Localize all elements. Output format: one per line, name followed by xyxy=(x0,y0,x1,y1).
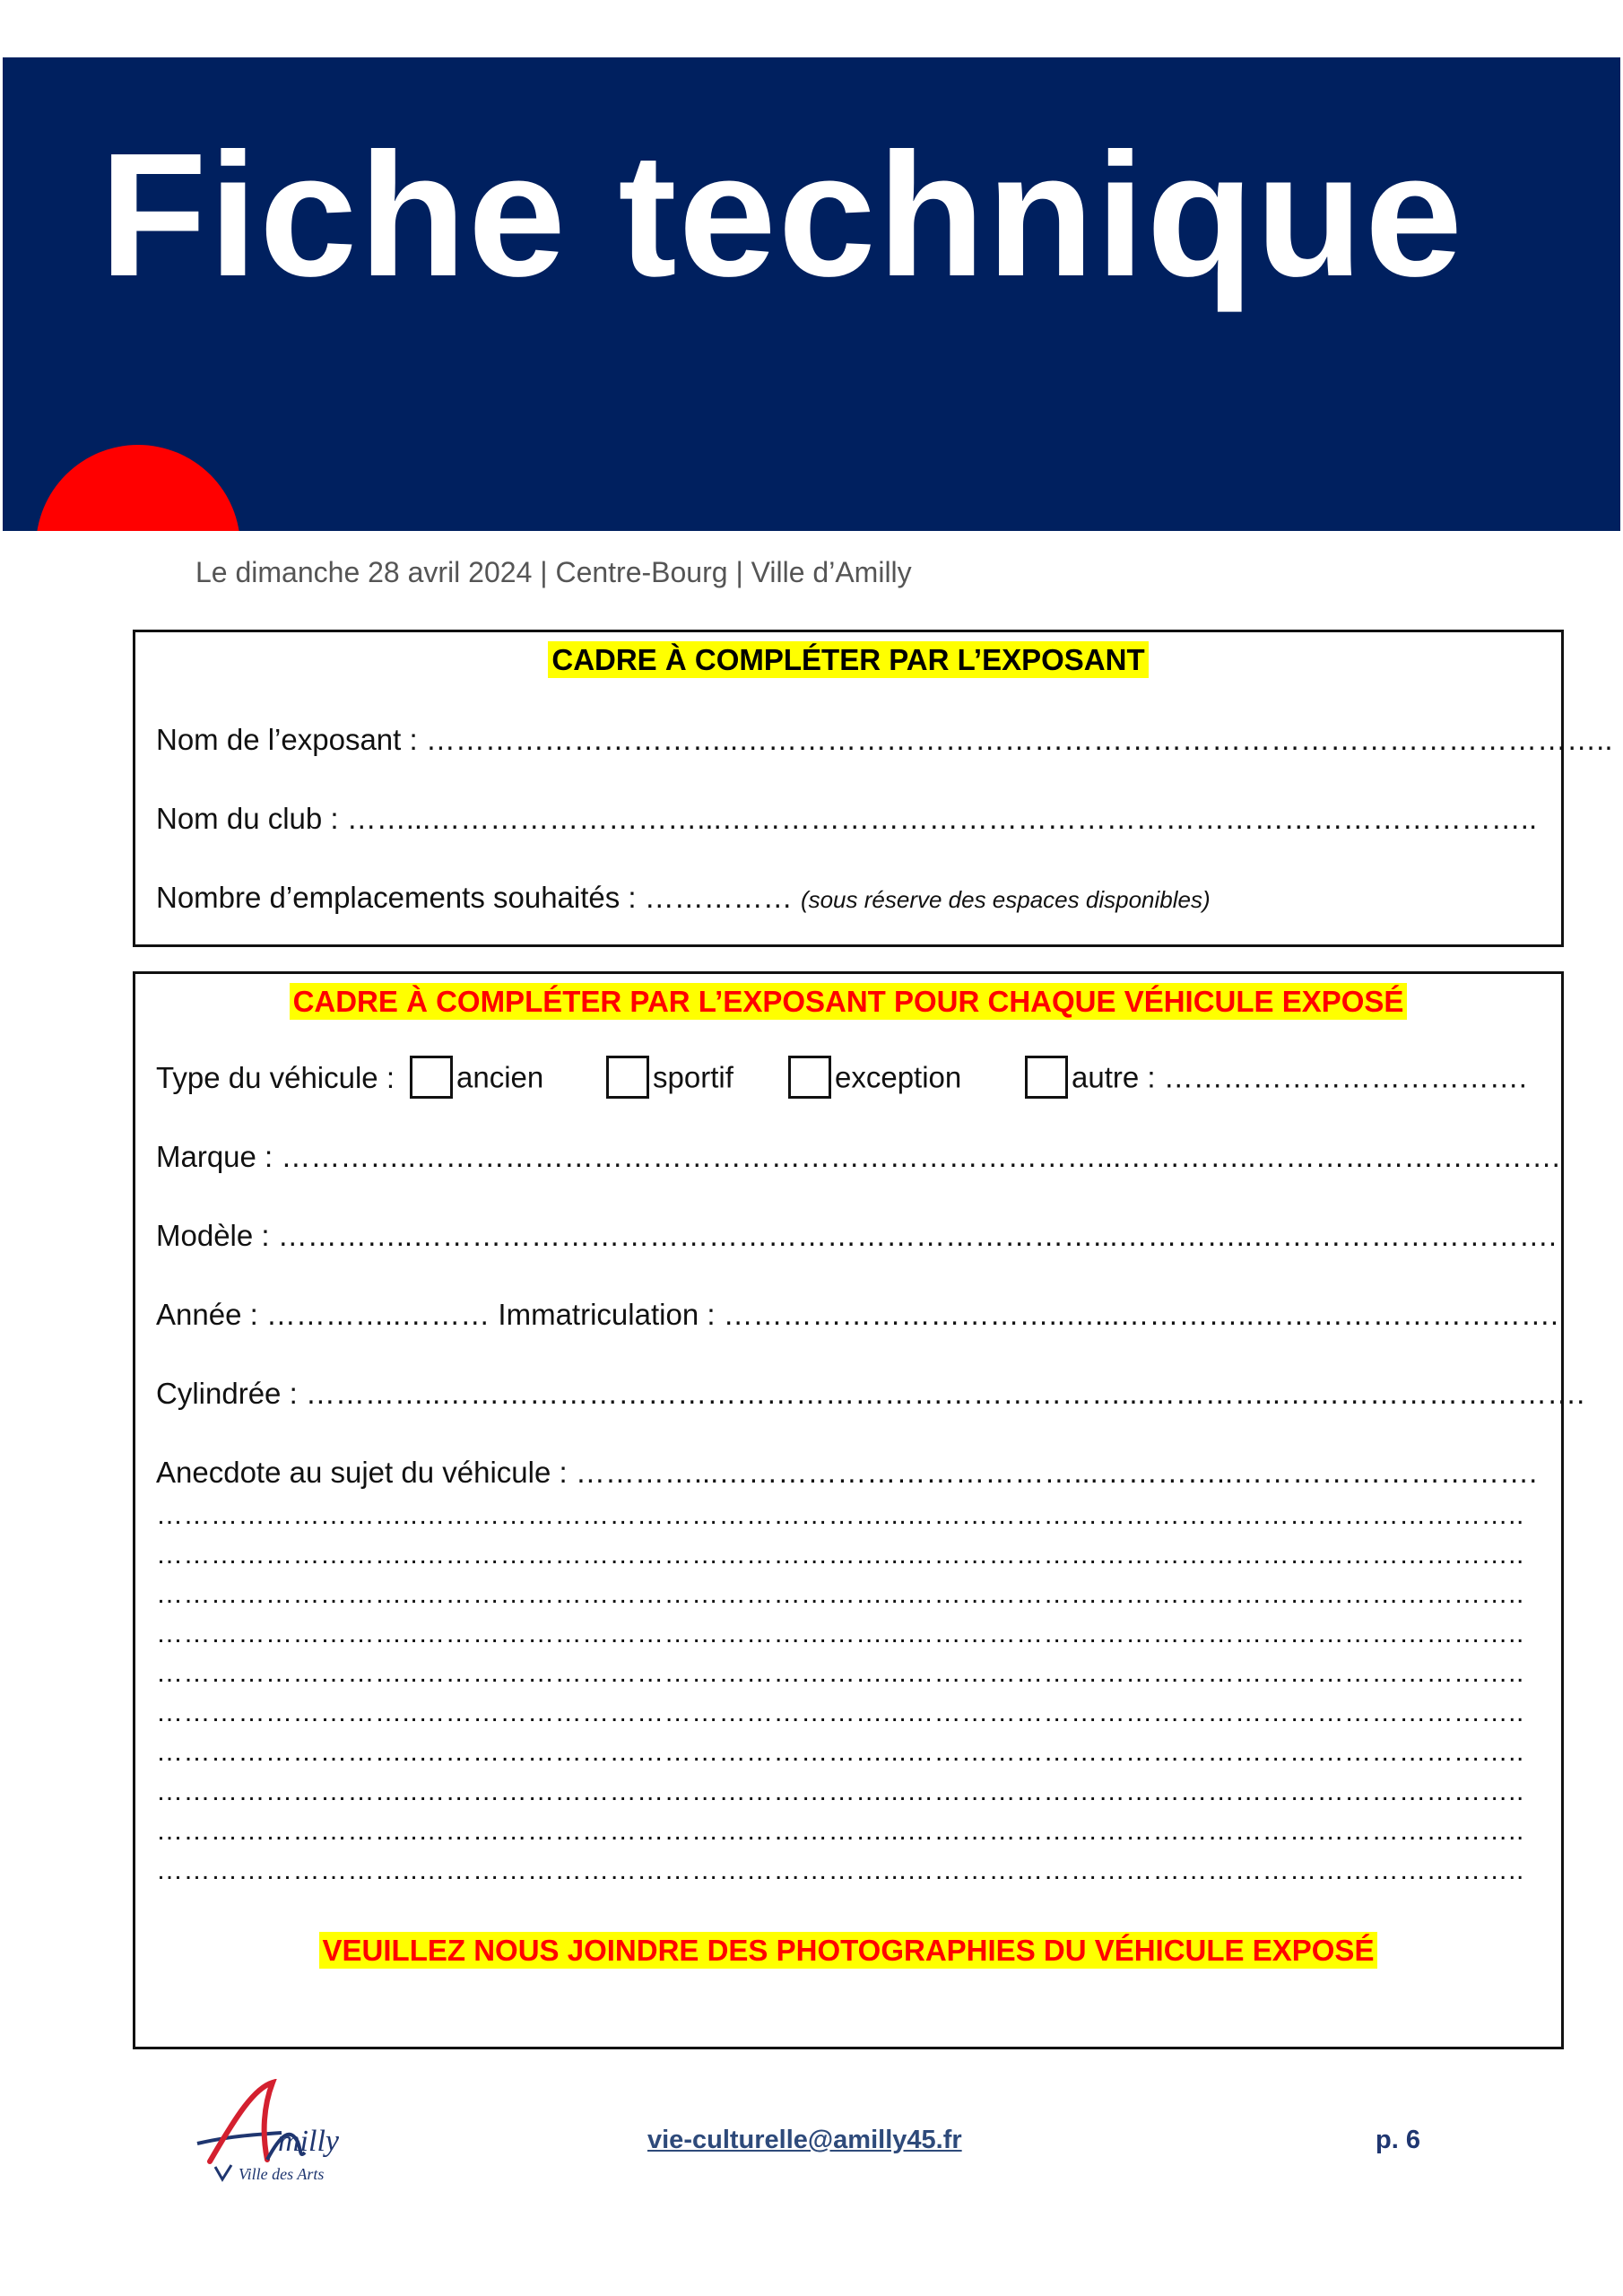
type-option-autre[interactable]: autre : ………………………………. xyxy=(1025,1058,1527,1101)
exhibitor-frame xyxy=(133,630,1613,947)
contact-email-link[interactable]: vie-culturelle@amilly45.fr xyxy=(647,2126,962,2154)
amilly-logo xyxy=(192,2079,362,2196)
vehicle-type-row xyxy=(156,1061,395,1095)
checkbox-ancien[interactable] xyxy=(410,1056,453,1099)
checkbox-exception[interactable] xyxy=(788,1056,831,1099)
anecdote-line[interactable]: ………………………..……………………………………………...………………………………………………………….. xyxy=(156,1579,1524,1609)
svg-text:milly: milly xyxy=(278,2125,339,2158)
anecdote-line[interactable]: ………………………..……………………………………………...………………………………………………………….. xyxy=(156,1658,1524,1688)
year-registration-field[interactable]: Année : …………..……… Immatriculation : ……………………………..…...…………..…………………………. xyxy=(156,1298,1559,1331)
spots-label: Nombre d’emplacements souhaités : …………… xyxy=(156,881,793,914)
vehicle-frame xyxy=(133,971,1585,2049)
header-banner xyxy=(3,57,1620,531)
anecdote-line[interactable]: ………………………..……………………………………………...………………………………………………………….. xyxy=(156,1619,1524,1648)
event-subtitle: Le dimanche 28 avril 2024 | Centre-Bourg | Ville d’Amilly xyxy=(195,556,912,588)
model-field[interactable]: Modèle : …………..……………………………………………………………...…………..…………………………. xyxy=(156,1219,1558,1252)
page-number: p. 6 xyxy=(1376,2126,1420,2154)
anecdote-line[interactable]: ………………………..……………………………………………...………………………………………………………….. xyxy=(156,1698,1524,1727)
exhibitor-frame-title: CADRE À COMPLÉTER PAR L’EXPOSANT xyxy=(135,643,1561,677)
anecdote-line[interactable]: ………………………..……………………………………………...………………………………………………………….. xyxy=(156,1816,1524,1846)
spots-count-field[interactable] xyxy=(156,881,1211,915)
type-option-sportif[interactable]: sportif xyxy=(606,1058,733,1101)
red-dot-decoration xyxy=(36,445,240,531)
vehicle-type-label: Type du véhicule : xyxy=(156,1061,395,1094)
checkbox-autre[interactable] xyxy=(1025,1056,1068,1099)
anecdote-line[interactable]: ………………………..……………………………………………...………………………………………………………….. xyxy=(156,1737,1524,1767)
spots-note: (sous réserve des espaces disponibles) xyxy=(800,886,1211,913)
svg-text:Ville des Arts: Ville des Arts xyxy=(239,2165,325,2183)
type-option-ancien[interactable]: ancien xyxy=(410,1058,543,1101)
vehicle-frame-title: CADRE À COMPLÉTER PAR L’EXPOSANT POUR CHAQUE VÉHICULE EXPOSÉ xyxy=(135,985,1561,1019)
anecdote-field[interactable]: Anecdote au sujet du véhicule : …………...………………………………...…………..…………………………. xyxy=(156,1456,1538,1489)
displacement-field[interactable]: Cylindrée : …………..……………………………………………………………...…………..…………………………. xyxy=(156,1377,1585,1410)
club-name-field[interactable]: Nom du club : ……...………………………...……………………………………………………………………….. xyxy=(156,802,1538,835)
brand-field[interactable]: Marque : …………..……………………………………………………………...…………..…………………………. xyxy=(156,1140,1560,1173)
photo-notice: VEUILLEZ NOUS JOINDRE DES PHOTOGRAPHIES DU VÉHICULE EXPOSÉ xyxy=(135,1934,1561,1968)
anecdote-line[interactable]: ………………………..……………………………………………...………………………………………………………….. xyxy=(156,1500,1524,1530)
anecdote-line[interactable]: ………………………..……………………………………………...………………………………………………………….. xyxy=(156,1856,1524,1885)
type-option-exception[interactable]: exception xyxy=(788,1058,961,1101)
exhibitor-name-field[interactable]: Nom de l’exposant : …………………………..…………………………………………………………………………….. xyxy=(156,723,1613,756)
anecdote-line[interactable]: ………………………..……………………………………………...………………………………………………………….. xyxy=(156,1777,1524,1806)
page-title: Fiche technique xyxy=(100,117,1465,313)
anecdote-line[interactable]: ………………………..……………………………………………...………………………………………………………….. xyxy=(156,1540,1524,1570)
checkbox-sportif[interactable] xyxy=(606,1056,649,1099)
